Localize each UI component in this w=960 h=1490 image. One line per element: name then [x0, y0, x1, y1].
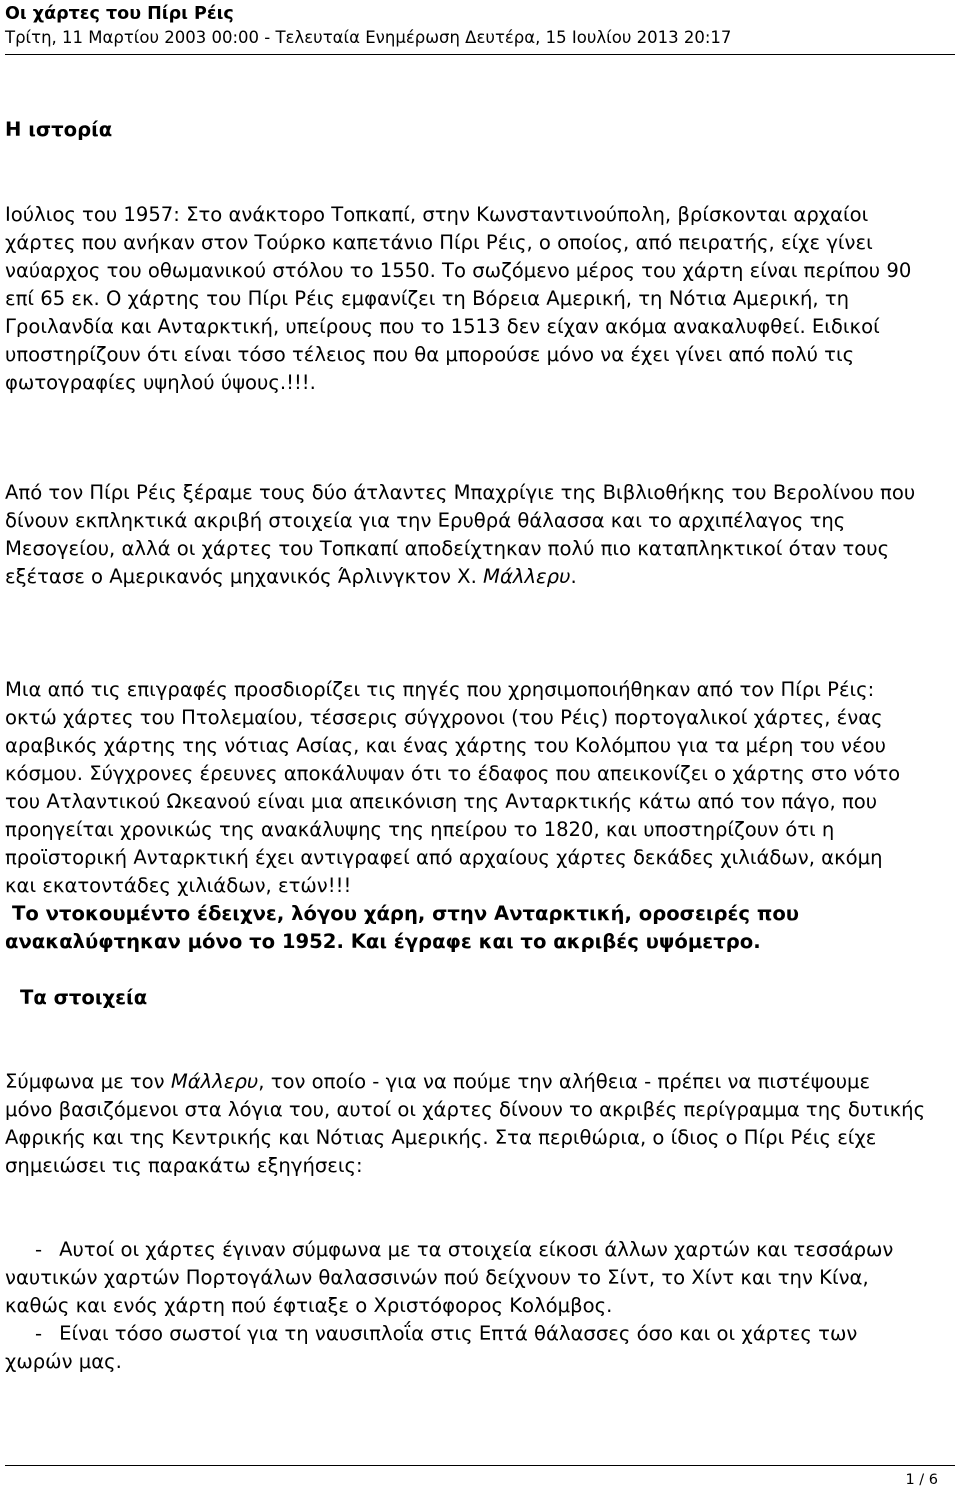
list-item-continuation: καθώς και ενός χάρτη πού έφτιαξε ο Χριστόφορος Κολόμβος.: [5, 1294, 613, 1317]
paragraph-line: [5, 1068, 925, 1096]
section-heading-history: Η ιστορία: [5, 118, 113, 141]
paragraph-line: ναύαρχος του οθωμανικού στόλου το 1550. Το σωζόμενο μέρος του χάρτη είναι περίπου 90: [5, 259, 912, 282]
paragraph-line: Μεσογείου, αλλά οι χάρτες του Τοπκαπί αποδείχτηκαν πολύ πιο καταπληκτικοί όταν τους: [5, 537, 890, 560]
facts-paragraph-1: [5, 1068, 925, 1180]
list-item-text: Είναι τόσο σωστοί για τη ναυσιπλοΐα στις Επτά θάλασσες όσο και οι χάρτες των: [59, 1322, 858, 1345]
paragraph-line: Γροιλανδία και Ανταρκτική, υπείρους που το 1513 δεν είχαν ακόμα ανακαλυφθεί. Ειδικοί: [5, 315, 880, 338]
list-item-continuation: χωρών μας.: [5, 1350, 122, 1373]
history-paragraph-1: [5, 201, 911, 397]
paragraph-line: σημειώσει τις παρακάτω εξηγήσεις:: [5, 1154, 363, 1177]
paragraph-line: δίνουν εκπληκτικά ακριβή στοιχεία για την Ερυθρά θάλασσα και το αρχιπέλαγος της: [5, 509, 846, 532]
line-text: .: [570, 565, 577, 588]
paragraph-line: μόνο βασιζόμενοι στα λόγια του, αυτοί οι χάρτες δίνουν το ακριβές περίγραμμα της δυτικής: [5, 1098, 926, 1121]
list-bullet-dash: -: [35, 1322, 43, 1345]
line-text: Σύμφωνα με τον: [5, 1070, 171, 1093]
footer-divider: [5, 1465, 955, 1466]
list-item: [5, 1236, 893, 1264]
notes-list: [5, 1236, 893, 1376]
list-item: [5, 1320, 893, 1348]
list-bullet-dash: -: [35, 1238, 43, 1261]
paragraph-line: του Ατλαντικού Ωκεανού είναι μια απεικόνιση της Ανταρκτικής κάτω από τον πάγο, που: [5, 790, 878, 813]
page-number: 1 / 6: [905, 1472, 938, 1488]
paragraph-line: προϊστορική Ανταρκτική έχει αντιγραφεί από αρχαίους χάρτες δεκάδες χιλιάδων, ακόμη: [5, 846, 883, 869]
bold-emphasis-line: ανακαλύφτηκαν μόνο το 1952. Και έγραφε και το ακριβές υψόμετρο.: [5, 930, 761, 953]
paragraph-line: Μια από τις επιγραφές προσδιορίζει τις πηγές που χρησιμοποιήθηκαν από τον Πίρι Ρέις:: [5, 678, 875, 701]
paragraph-line: Αφρικής και της Κεντρικής και Νότιας Αμερικής. Στα περιθώρια, ο ίδιος ο Πίρι Ρέις είχε: [5, 1126, 877, 1149]
paragraph-line: φωτογραφίες υψηλού ύψους.!!!.: [5, 371, 316, 394]
list-item-text: Αυτοί οι χάρτες έγιναν σύμφωνα με τα στοιχεία είκοσι άλλων χαρτών και τεσσάρων: [59, 1238, 894, 1261]
header-divider: [5, 54, 955, 55]
history-paragraph-3: [5, 676, 900, 956]
paragraph-line: προηγείται χρονικώς της ανακάλυψης της ηπείρου το 1820, και υποστηρίζουν ότι η: [5, 818, 835, 841]
paragraph-line: [5, 563, 915, 591]
section-heading-facts: Τα στοιχεία: [20, 986, 148, 1009]
paragraph-line: και εκατοντάδες χιλιάδων, ετών!!!: [5, 874, 352, 897]
paragraph-line: οκτώ χάρτες του Πτολεμαίου, τέσσερις σύγχρονοι (του Ρέις) πορτογαλικοί χάρτες, ένας: [5, 706, 883, 729]
line-text: , τον οποίο - για να πούμε την αλήθεια - πρέπει να πιστέψουμε: [258, 1070, 871, 1093]
paragraph-line: χάρτες που ανήκαν στον Τούρκο καπετάνιο Πίρι Ρέις, ο οποίος, από πειρατής, είχε γίνει: [5, 231, 873, 254]
list-item-continuation: ναυτικών χαρτών Πορτογάλων θαλασσινών πού δείχνουν το Σίντ, το Χίντ και την Κίνα,: [5, 1266, 869, 1289]
paragraph-line: κόσμου. Σύγχρονες έρευνες αποκάλυψαν ότι το έδαφος που απεικονίζει ο χάρτης στο νότο: [5, 762, 901, 785]
paragraph-line: αραβικός χάρτης της νότιας Ασίας, και ένας χάρτης του Κολόμπου για τα μέρη του νέου: [5, 734, 886, 757]
line-text: εξέτασε ο Αμερικανός μηχανικός Άρλινγκτον Χ.: [5, 565, 484, 588]
paragraph-line: επί 65 εκ. Ο χάρτης του Πίρι Ρέις εμφανίζει τη Βόρεια Αμερική, τη Νότια Αμερική, τη: [5, 287, 850, 310]
author-name-italic: Μάλλερυ: [483, 565, 571, 588]
bold-emphasis-line: Το ντοκουμέντο έδειχνε, λόγου χάρη, στην Ανταρκτική, οροσειρές που: [12, 902, 800, 925]
article-date-line: Τρίτη, 11 Μαρτίου 2003 00:00 - Τελευταία Ενημέρωση Δευτέρα, 15 Ιουλίου 2013 20:17: [5, 28, 732, 47]
author-name-italic: Μάλλερυ: [170, 1070, 259, 1093]
paragraph-line: υποστηρίζουν ότι είναι τόσο τέλειος που θα μπορούσε μόνο να έχει γίνει από πολύ τις: [5, 343, 855, 366]
paragraph-line: Ιούλιος του 1957: Στο ανάκτορο Τοπκαπί, στην Κωνσταντινούπολη, βρίσκονται αρχαίοι: [5, 203, 869, 226]
paragraph-line: Από τον Πίρι Ρέις ξέραμε τους δύο άτλαντες Μπαχρίγιε της Βιβλιοθήκης του Βερολίνου που: [5, 481, 916, 504]
history-paragraph-2: [5, 479, 915, 591]
article-title: Οι χάρτες του Πίρι Ρέις: [5, 4, 234, 24]
